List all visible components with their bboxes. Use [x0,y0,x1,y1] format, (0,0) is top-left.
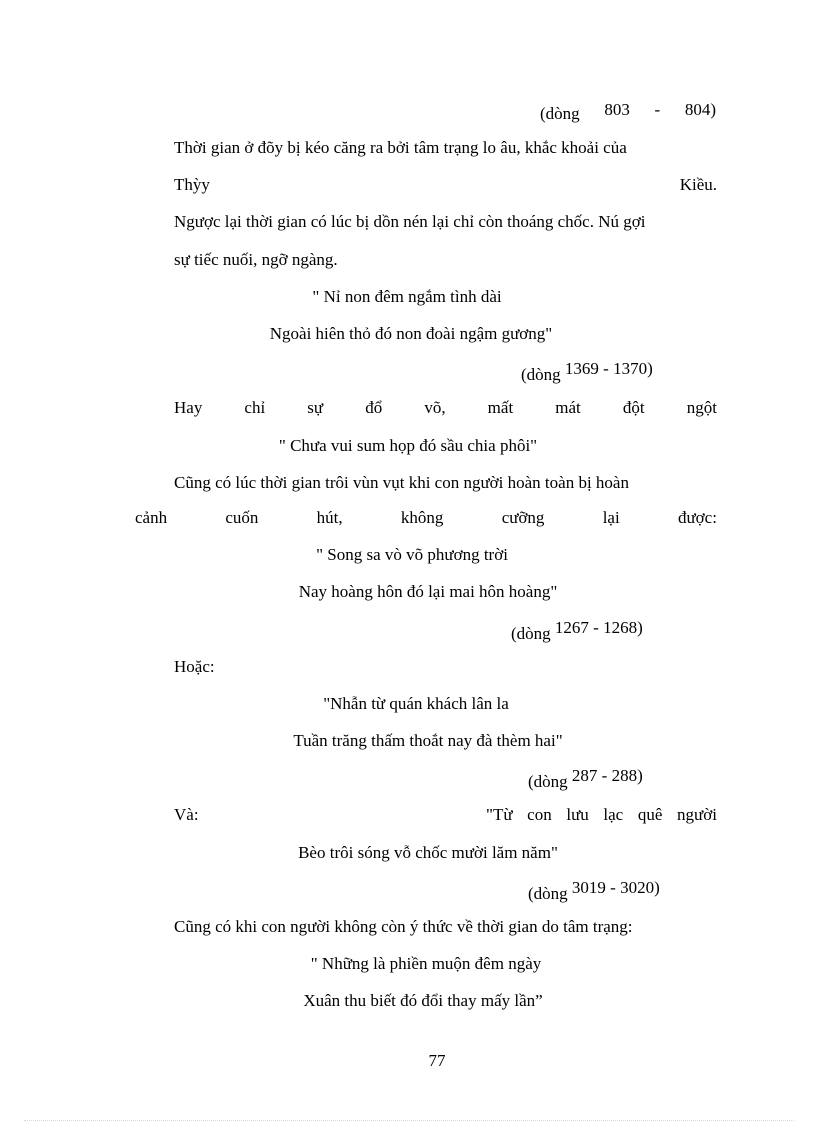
word: lưu [566,805,589,824]
ref-num-start: 803 [604,100,630,119]
word: chỉ [244,398,266,417]
paragraph-2-line-2: sự tiếc nuối, ngỡ ngàng. [174,250,338,269]
word: cưỡng [501,508,545,527]
line-ref-3019-3020 [528,878,660,903]
word: lạc [603,805,624,824]
verse-1-line-2: Ngoài hiên thỏ đó non đoài ngậm gương" [269,324,553,343]
ref-lead: (dòng [540,104,580,123]
word: con [527,805,552,824]
ref-numbers: 3019 - 3020) [571,878,660,897]
paragraph-4-line-1: Cũng có lúc thời gian trôi vùn vụt khi con người hoàn toàn bị hoàn [174,473,629,492]
word: cảnh [135,508,168,527]
verse-3-line-2: Nay hoàng hôn đó lại mai hôn hoàng" [298,582,558,601]
verse-4-line-2: Tuần trăng thấm thoắt nay đà thèm hai" [293,731,563,750]
page-bottom-divider [24,1120,794,1121]
verse-4-line-1: "Nhẫn từ quán khách lân la [323,694,509,713]
word: được: [677,508,717,527]
verse-6-line-1: " Những là phiền muộn đêm ngày [310,954,542,973]
word: sự [307,398,324,417]
verse-5-line-2: Bèo trôi sóng vỗ chốc mười lăm năm" [298,843,558,862]
paragraph-1-line-1: Thời gian ở đõy bị kéo căng ra bởi tâm trạng lo âu, khắc khoải của [174,138,627,157]
verse-1-line-1: " Nỉ non đêm ngắm tình dài [312,287,502,306]
word: Hay [174,398,203,417]
verse-2-line-1: " Chưa vui sum họp đó sầu chia phôi" [278,436,538,455]
word: mất [487,398,514,417]
word: đột [622,398,645,417]
ref-num-end: 804) [684,100,716,119]
paragraph-3-line [174,398,717,418]
verse-6-line-2: Xuân thu biết đó đổi thay mấy lần” [303,991,543,1010]
page-number: 77 [428,1051,446,1070]
paragraph-6-right [486,805,717,825]
ref-separator: - [654,100,661,119]
ref-lead: (dòng [511,624,551,643]
line-ref-803-804 [540,100,716,123]
word: hút, [316,508,343,527]
paragraph-6-left: Và: [174,805,199,824]
paragraph-7: Cũng có khi con người không còn ý thức về thời gian do tâm trạng: [174,917,633,936]
word-kieu: Kiều. [679,175,717,194]
line-ref-1369-1370 [521,359,653,384]
line-ref-1267-1268 [511,618,643,643]
paragraph-1-line-2 [174,175,717,195]
word: người [677,805,717,824]
verse-3-line-1: " Song sa vò võ phương trời [316,545,508,564]
ref-lead: (dòng [528,884,568,903]
paragraph-4-line-2 [135,508,717,528]
word: "Từ [486,805,513,824]
word: đổ [365,398,383,417]
word-thuy: Thỳy [174,175,210,194]
word: võ, [424,398,446,417]
word: không [400,508,444,527]
word: lại [602,508,620,527]
paragraph-2-line-1: Ngược lại thời gian có lúc bị dồn nén lại chỉ còn thoáng chốc. Nú gợi [174,212,646,231]
ref-lead: (dòng [521,365,561,384]
ref-numbers: 1267 - 1268) [554,618,643,637]
word: quê [637,805,663,824]
ref-numbers: 287 - 288) [571,766,643,785]
word: ngột [686,398,717,417]
word: mát [555,398,581,417]
paragraph-5: Hoặc: [174,657,215,676]
word: cuốn [225,508,259,527]
ref-lead: (dòng [528,772,568,791]
ref-numbers: 1369 - 1370) [564,359,653,378]
line-ref-287-288 [528,766,643,791]
